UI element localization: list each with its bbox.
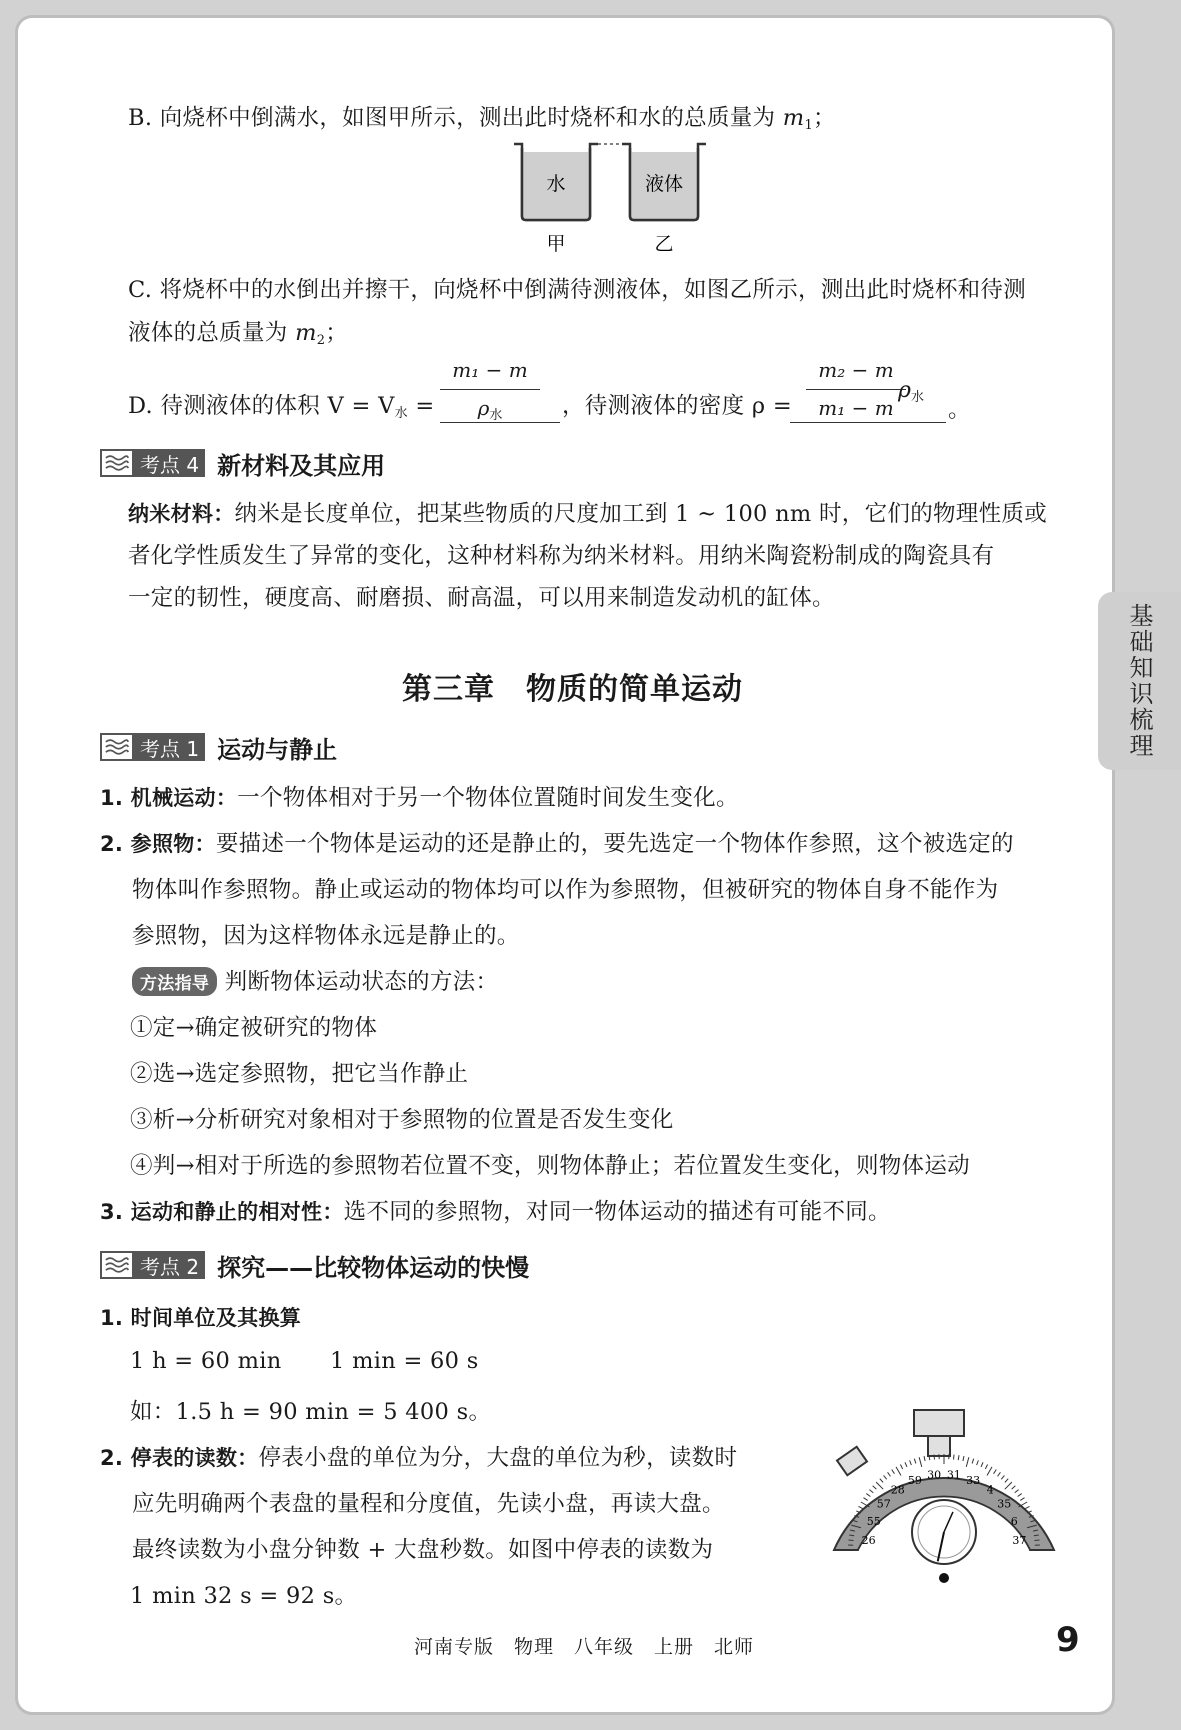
stopwatch-tick bbox=[981, 1462, 983, 1467]
stopwatch-tick bbox=[924, 1456, 925, 1461]
stopwatch-label: 59 bbox=[907, 1473, 922, 1487]
frac1-numerator: m₁ − m bbox=[452, 358, 528, 382]
stopwatch-figure bbox=[826, 1400, 1066, 1590]
kaodian1-title: 运动与静止 bbox=[217, 735, 338, 764]
item3-text: 选不同的参照物，对同一物体运动的描述有可能不同。 bbox=[343, 1199, 891, 1225]
stopwatch-tick bbox=[1005, 1479, 1008, 1483]
stopwatch-button bbox=[837, 1447, 867, 1476]
stopwatch-tick bbox=[869, 1490, 873, 1493]
frac2-bar bbox=[806, 389, 906, 390]
stopwatch-tick bbox=[888, 1472, 891, 1476]
step-c-line1: C. 将烧杯中的水倒出并擦干，向烧杯中倒满待测液体，如图乙所示，测出此时烧杯和待测 bbox=[128, 277, 1027, 303]
stopwatch-tick bbox=[985, 1464, 987, 1468]
item3-label: 运动和静止的相对性： bbox=[130, 1200, 344, 1224]
step-b-tail: ； bbox=[813, 105, 836, 131]
method-step-1: ①定→确定被研究的物体 bbox=[130, 1015, 378, 1041]
stopwatch-label: 30 bbox=[927, 1468, 942, 1482]
item2-line3: 参照物，因为这样物体永远是静止的。 bbox=[132, 923, 520, 949]
frac1-underline bbox=[440, 422, 560, 423]
method-badge: 方法指导 bbox=[132, 967, 217, 996]
item3-num: 3. bbox=[100, 1200, 124, 1224]
item2-text1: 要描述一个物体是运动的还是静止的，要先选定一个物体作参照，这个被选定的 bbox=[215, 831, 1014, 857]
method-text: 判断物体运动状态的方法： bbox=[224, 969, 499, 995]
item2-line1 bbox=[100, 826, 1014, 858]
item2-num: 2. bbox=[100, 832, 124, 856]
stopwatch-tick bbox=[966, 1457, 969, 1467]
step-c-text: 液体的总质量为 bbox=[128, 320, 296, 346]
step-b bbox=[128, 100, 836, 133]
step-d-prefix bbox=[128, 388, 435, 421]
page-number: 9 bbox=[1056, 1620, 1080, 1660]
caption-left: 甲 bbox=[546, 233, 566, 255]
stopwatch-num: 2. bbox=[100, 1446, 124, 1470]
stopwatch-tick bbox=[858, 1506, 862, 1508]
time-label: 时间单位及其换算 bbox=[130, 1306, 302, 1330]
stopwatch-tick bbox=[1005, 1482, 1012, 1489]
stopwatch-line3: 最终读数为小盘分钟数 + 大盘秒数。如图中停表的读数为 bbox=[132, 1537, 714, 1563]
method-step-3: ③析→分析研究对象相对于参照物的位置是否发生变化 bbox=[130, 1107, 674, 1133]
frac1-denominator bbox=[440, 396, 540, 423]
stopwatch-tick bbox=[900, 1464, 902, 1468]
item1-text: 一个物体相对于另一个物体位置随时间发生变化。 bbox=[237, 785, 739, 811]
step-b-text: B. 向烧杯中倒满水，如图甲所示，测出此时烧杯和水的总质量为 bbox=[128, 105, 783, 131]
stopwatch-tick bbox=[997, 1472, 1000, 1476]
item2-line2: 物体叫作参照物。静止或运动的物体均可以作为参照物，但被研究的物体自身不能作为 bbox=[132, 877, 999, 903]
stopwatch-tick bbox=[994, 1469, 997, 1473]
stopwatch-crown bbox=[914, 1410, 964, 1436]
kaodian4-badge bbox=[100, 449, 205, 477]
stopwatch-tick bbox=[1015, 1490, 1019, 1493]
stopwatch-label: 31 bbox=[946, 1468, 961, 1482]
frac2-underline bbox=[790, 422, 946, 423]
frac1-den-rho: ρ bbox=[477, 396, 490, 420]
kaodian4-header bbox=[100, 448, 385, 478]
kaodian1-header bbox=[100, 732, 337, 762]
stopwatch-label: 33 bbox=[966, 1473, 981, 1487]
stopwatch-stem bbox=[928, 1436, 950, 1456]
method-step-2: ②选→选定参照物，把它当作静止 bbox=[130, 1061, 469, 1087]
method-guide bbox=[132, 964, 498, 996]
beaker-right-label: 液体 bbox=[644, 173, 684, 195]
kaodian2-title: 探究——比较物体运动的快慢 bbox=[217, 1253, 530, 1282]
stopwatch-tick bbox=[914, 1459, 916, 1464]
step-b-sub: 1 bbox=[804, 118, 814, 133]
frac2-numerator: m₂ − m bbox=[818, 358, 894, 382]
beaker-left-label: 水 bbox=[546, 173, 566, 195]
kaodian2-badge bbox=[100, 1251, 205, 1279]
step-c-sub: 2 bbox=[316, 333, 326, 348]
frac1-den-sub: 水 bbox=[489, 408, 503, 423]
stopwatch-tick bbox=[919, 1457, 922, 1467]
stopwatch-tick bbox=[934, 1455, 935, 1460]
waves-icon bbox=[100, 1251, 134, 1279]
stopwatch-label: 6 bbox=[1010, 1514, 1018, 1528]
time-conv2: 1 min = 60 s bbox=[330, 1348, 479, 1374]
stopwatch-tick bbox=[1035, 1540, 1040, 1541]
stopwatch-tick bbox=[958, 1455, 959, 1460]
nano-line1 bbox=[128, 496, 1047, 528]
stopwatch-label: 28 bbox=[890, 1483, 905, 1497]
step-d-prefix-text: D. 待测液体的体积 V = V bbox=[128, 393, 395, 419]
stopwatch-line1 bbox=[100, 1440, 737, 1472]
stopwatch-label: 55 bbox=[866, 1514, 881, 1528]
kaodian2-header bbox=[100, 1250, 529, 1280]
item1 bbox=[100, 780, 739, 812]
stopwatch-label: 停表的读数： bbox=[130, 1446, 259, 1470]
kaodian4-title: 新材料及其应用 bbox=[217, 451, 386, 480]
stopwatch-tick bbox=[972, 1459, 974, 1464]
time-num: 1. bbox=[100, 1306, 124, 1330]
item1-label: 机械运动： bbox=[130, 786, 238, 810]
item1-num: 1. bbox=[100, 786, 124, 810]
stopwatch-tick bbox=[1001, 1475, 1004, 1479]
footer-edition: 河南专版 物理 八年级 上册 北师 bbox=[414, 1636, 755, 1658]
stopwatch-tick bbox=[1012, 1486, 1016, 1489]
time-example: 如：1.5 h = 90 min = 5 400 s。 bbox=[130, 1399, 492, 1425]
step-c-tail: ； bbox=[325, 320, 349, 346]
nano-line3: 一定的韧性，硬度高、耐磨损、耐高温，可以用来制造发动机的缸体。 bbox=[128, 585, 835, 611]
step-c-line2 bbox=[128, 315, 348, 348]
step-b-var: m bbox=[782, 105, 805, 131]
stopwatch-tick bbox=[896, 1467, 901, 1476]
kaodian2-badge-text: 考点 2 bbox=[140, 1254, 200, 1279]
waves-icon bbox=[100, 449, 134, 477]
item3 bbox=[100, 1194, 891, 1226]
time-heading bbox=[100, 1302, 301, 1332]
stopwatch-tick bbox=[884, 1475, 887, 1479]
nano-label: 纳米材料： bbox=[128, 502, 235, 526]
stopwatch-line2: 应先明确两个表盘的量程和分度值，先读小盘，再读大盘。 bbox=[132, 1491, 725, 1517]
stopwatch-tick bbox=[863, 1498, 867, 1501]
nano-line2: 者化学性质发生了异常的变化，这种材料称为纳米材料。用纳米陶瓷粉制成的陶瓷具有 bbox=[128, 543, 995, 569]
stopwatch-tick bbox=[866, 1494, 870, 1497]
item2-label: 参照物： bbox=[130, 832, 216, 856]
step-d-eq: = bbox=[407, 393, 435, 419]
step-d-tail: 。 bbox=[948, 397, 971, 423]
stopwatch-tick bbox=[876, 1482, 883, 1489]
frac1-bar bbox=[440, 389, 540, 390]
stopwatch-tick bbox=[880, 1479, 883, 1483]
stopwatch-tick bbox=[910, 1460, 912, 1465]
stopwatch-label: 57 bbox=[876, 1497, 891, 1511]
stopwatch-label: 4 bbox=[986, 1483, 994, 1497]
frac2-factor-sub: 水 bbox=[910, 390, 924, 405]
stopwatch-label: 26 bbox=[861, 1534, 876, 1548]
chapter-title: 第三章 物质的简单运动 bbox=[402, 672, 743, 707]
time-conv1: 1 h = 60 min bbox=[130, 1348, 282, 1374]
kaodian1-badge bbox=[100, 733, 205, 761]
step-c-var: m bbox=[295, 320, 317, 346]
frac2-factor bbox=[898, 378, 924, 405]
stopwatch-tick bbox=[977, 1460, 979, 1465]
stopwatch-tick bbox=[905, 1462, 907, 1467]
stopwatch-label: 37 bbox=[1012, 1534, 1027, 1548]
stopwatch-tick bbox=[849, 1540, 854, 1541]
stopwatch-tick bbox=[1020, 1498, 1024, 1501]
frac2-denominator: m₁ − m bbox=[818, 396, 894, 420]
side-tab[interactable]: 基础知识梳理 bbox=[1098, 592, 1181, 770]
caption-right: 乙 bbox=[654, 233, 674, 255]
method-step-4: ④判→相对于所选的参照物若位置不变，则物体静止；若位置发生变化，则物体运动 bbox=[130, 1153, 970, 1179]
frac2-factor-rho: ρ bbox=[898, 378, 911, 403]
stopwatch-tick bbox=[1018, 1494, 1022, 1497]
stopwatch-text1: 停表小盘的单位为分，大盘的单位为秒，读数时 bbox=[258, 1445, 738, 1471]
stopwatch-tick bbox=[963, 1456, 964, 1461]
stopwatch-tick bbox=[954, 1455, 955, 1460]
stopwatch-pivot bbox=[939, 1573, 949, 1583]
stopwatch-line4: 1 min 32 s = 92 s。 bbox=[130, 1583, 358, 1609]
stopwatch-tick bbox=[987, 1467, 992, 1476]
stopwatch-tick bbox=[873, 1486, 877, 1489]
kaodian4-badge-text: 考点 4 bbox=[140, 452, 200, 477]
step-d-mid: ，待测液体的密度 ρ = bbox=[562, 393, 792, 419]
step-d-prefix-sub: 水 bbox=[394, 406, 408, 421]
stopwatch-label: 35 bbox=[997, 1497, 1012, 1511]
kaodian1-badge-text: 考点 1 bbox=[140, 736, 200, 761]
stopwatch-tick bbox=[892, 1469, 895, 1473]
nano-text1: 纳米是长度单位，把某些物质的尺度加工到 1 ~ 100 nm 时，它们的物理性质或 bbox=[234, 501, 1048, 527]
waves-icon bbox=[100, 733, 134, 761]
beaker-figure bbox=[510, 138, 710, 258]
stopwatch-tick bbox=[1025, 1506, 1029, 1508]
